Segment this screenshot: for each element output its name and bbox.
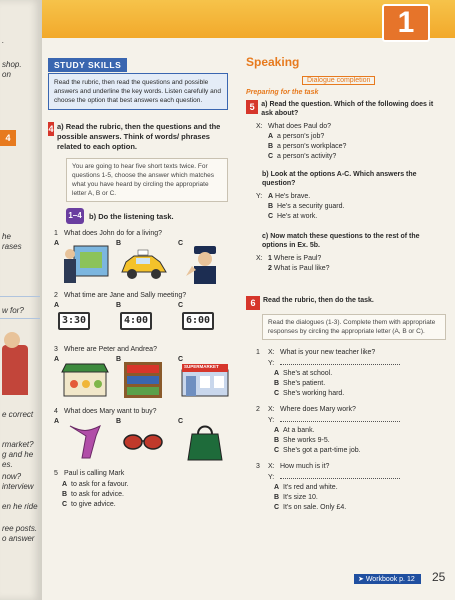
prev-text: on (2, 70, 11, 79)
unit-number-badge: 1 (382, 4, 430, 42)
task-6-rubric: Read the dialogues (1-3). Complete them with appropriate responses by circling the appropriate letter (A, B or C). (262, 314, 446, 340)
answer-option[interactable]: A It's red and white. (274, 484, 338, 491)
answer-option[interactable]: C She's got a part-time job. (274, 447, 361, 454)
dialogue-line: X: 1 Where is Paul? (256, 255, 322, 262)
question-3: 3 Where are Peter and Andrea? (54, 346, 157, 353)
task-number-badge: 5 (246, 100, 258, 114)
option-c-label: C (178, 240, 184, 247)
task-4a-text: a) Read the rubric, then the questions and the possible answers. Think of words/ phrases related to each option. (56, 122, 221, 151)
person-illustration (2, 345, 28, 395)
pilot-picture[interactable] (180, 244, 230, 284)
answer-option[interactable]: B It's size 10. (274, 494, 318, 501)
answer-option[interactable]: C She's working hard. (274, 390, 345, 397)
prev-text: he (2, 232, 11, 241)
task-4-rubric: You are going to hear five short texts twice. For questions 1-5, choose the answer which matches what you have heard by circling the appropriate letter A, B or C. (66, 158, 228, 202)
answer-option[interactable]: C He's at work. (268, 213, 318, 220)
question-2-pictures (54, 302, 228, 342)
option-c-label: C (178, 418, 184, 425)
taxi-picture[interactable] (118, 244, 168, 284)
prev-text: . (2, 36, 5, 45)
dialogue-line: Y: A He's brave. (256, 193, 311, 200)
section-subtitle: Dialogue completion (302, 76, 375, 85)
task-5b-options (268, 202, 446, 222)
left-column (48, 55, 228, 510)
dialogue-1-answer-line: Y: (256, 358, 446, 369)
dialogue-2-answer-line: Y: (256, 415, 446, 426)
option-b-label: B (116, 418, 122, 425)
answer-blank[interactable] (280, 358, 400, 365)
sunglasses-picture[interactable] (118, 422, 168, 462)
preparing-heading: Preparing for the task (246, 89, 319, 96)
option-c-label: C (178, 356, 184, 363)
prev-text: rmarket? (2, 440, 34, 449)
person-head-illustration (4, 332, 20, 348)
prev-text: ree posts. (2, 524, 38, 533)
prev-text: g and he (2, 450, 34, 459)
prev-text: o answer (2, 534, 35, 543)
answer-option[interactable]: C to give advice. (62, 501, 116, 508)
page-number: 25 (432, 570, 446, 584)
answer-option[interactable]: B a person's workplace? (268, 143, 347, 150)
question-4-pictures (54, 418, 228, 466)
scarf-picture[interactable] (60, 422, 110, 462)
question-2: 2 What time are Jane and Sally meeting? (54, 292, 187, 299)
prev-text: en he ride (2, 502, 38, 511)
task-5b-heading: b) Look at the options A-C. Which answers the question? (262, 171, 417, 187)
prev-text: es. (2, 460, 13, 469)
question-3-pictures (54, 356, 228, 404)
dialogue-2: 2 X: Where does Mary work? (256, 406, 356, 413)
task-5a-options (268, 132, 446, 162)
option-b-label: B (116, 240, 122, 247)
study-skills-text: Read the rubric, then read the questions and possible answers and underline the key words. Listen carefully and choose the option that best answers each question. (48, 73, 228, 110)
answer-blank[interactable] (280, 415, 400, 422)
option-a-label: A (54, 418, 60, 425)
task-5a-heading: 5 a) Read the question. Which of the following does it ask about? (246, 100, 446, 118)
clock-picture[interactable]: 3:30 (58, 312, 90, 330)
question-1: 1 What does John do for a living? (54, 230, 163, 237)
task-4b-heading: 1–4 b) Do the listening task. (66, 208, 228, 224)
clock-picture[interactable]: 6:00 (182, 312, 214, 330)
question-1-pictures (54, 240, 228, 288)
cd-audio-icon: 1–4 (66, 208, 84, 224)
prev-text: interview (2, 482, 34, 491)
task-4a-heading (48, 122, 228, 152)
option-a-label: A (54, 240, 60, 247)
previous-page-edge (0, 0, 42, 600)
task-5c-heading: c) Now match these questions to the rest of the options in Ex. 5b. (262, 233, 420, 249)
task-number-badge: 6 (246, 296, 260, 310)
prev-text: w for? (2, 306, 24, 315)
option-c-label: C (178, 302, 184, 309)
divider (0, 318, 40, 319)
answer-option[interactable]: C a person's activity? (268, 153, 337, 160)
prev-text: now? (2, 472, 22, 481)
dialogue-3-answer-line: Y: (256, 472, 446, 483)
question-5-options (62, 480, 228, 510)
prev-text: rases (2, 242, 22, 251)
answer-option[interactable]: A a person's job? (268, 133, 325, 140)
clock-picture[interactable]: 4:00 (120, 312, 152, 330)
option-a-label: A (54, 356, 60, 363)
arrow-right-icon: ➤ (358, 576, 364, 583)
dialogue-3: 3 X: How much is it? (256, 463, 330, 470)
option-b-label: B (116, 302, 122, 309)
task-6-heading: 6 Read the rubric, then do the task. (246, 296, 446, 310)
dialogue-line: 2 What is Paul like? (268, 265, 330, 272)
dialogue-1-options (274, 369, 446, 399)
store-sign: SUPERMARKET (184, 364, 219, 369)
answer-option[interactable]: C It's on sale. Only £4. (274, 504, 347, 511)
handbag-picture[interactable] (180, 422, 230, 462)
section-title: Speaking (246, 55, 300, 69)
answer-option[interactable]: A At a bank. (274, 427, 315, 434)
right-column (246, 55, 446, 513)
prev-text: e correct (2, 410, 34, 419)
dialogue-line: X: What does Paul do? (256, 123, 332, 130)
answer-blank[interactable] (280, 472, 400, 479)
dialogue-1: 1 X: What is your new teacher like? (256, 349, 376, 356)
workbook-reference[interactable]: ➤ Workbook p. 12 (354, 574, 421, 584)
dialogue-3-options (274, 483, 446, 513)
question-4: 4 What does Mary want to buy? (54, 408, 157, 415)
market-stall-picture[interactable] (60, 360, 110, 400)
answer-option[interactable]: B She works 9-5. (274, 437, 330, 444)
dialogue-2-options (274, 426, 446, 456)
answer-option[interactable]: A to ask for a favour. (62, 481, 129, 488)
option-a-label: A (54, 302, 60, 309)
question-5: 5 Paul is calling Mark (54, 470, 125, 477)
answer-option[interactable]: B He's a security guard. (268, 203, 345, 210)
study-skills-title: STUDY SKILLS (48, 58, 127, 72)
prev-exercise-badge: 4 (0, 130, 16, 146)
businessman-picture[interactable] (60, 244, 110, 284)
answer-option[interactable]: B to ask for advice. (62, 491, 124, 498)
answer-option[interactable]: A She's at school. (274, 370, 333, 377)
option-b-label: B (116, 356, 122, 363)
task-number-badge: 4 (48, 124, 54, 134)
answer-option[interactable]: B She's patient. (274, 380, 326, 387)
divider (0, 296, 40, 297)
prev-text: shop. (2, 60, 22, 69)
bookshelf-picture[interactable] (118, 360, 168, 400)
